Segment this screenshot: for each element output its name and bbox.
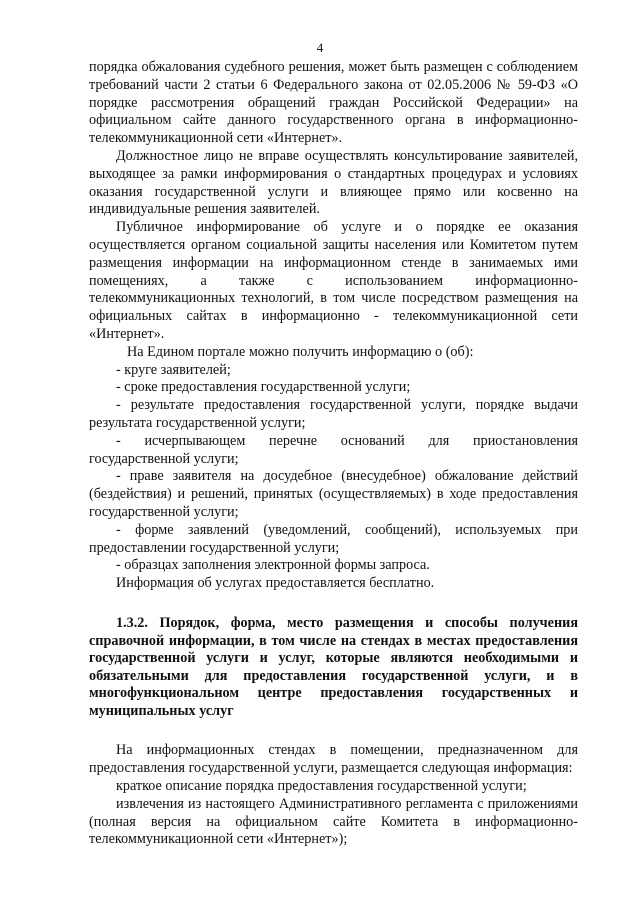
paragraph: На информационных стендах в помещении, предназначенном для предоставления государственной услуги, размещается следующая информация: <box>89 742 578 777</box>
list-item: - форме заявлений (уведомлений, сообщений), используемых при предоставлении государственной услуги; <box>89 521 578 556</box>
paragraph: На Едином портале можно получить информацию о (об): <box>127 343 474 360</box>
paragraph: краткое описание порядка предоставления государственной услуги; <box>116 778 527 795</box>
document-body <box>89 59 578 849</box>
list-item: - исчерпывающем перечне оснований для приостановления государственной услуги; <box>89 432 578 467</box>
list-item: - образцах заполнения электронной формы запроса. <box>116 557 430 574</box>
paragraph: Должностное лицо не вправе осуществлять консультирование заявителей, выходящее за рамки информирования о стандартных процедурах и условиях оказания государственной услуги и влияющее прямо или косвенно на индивидуальные решения заявителей. <box>89 147 578 218</box>
list-item: - круге заявителей; <box>116 361 231 378</box>
list-item: - результате предоставления государственной услуги, порядке выдачи результата государственной услуги; <box>89 397 578 431</box>
paragraph: порядка обжалования судебного решения, может быть размещен с соблюдением требований части 2 статьи 6 Федерального закона от 02.05.2006 № 59-ФЗ «О порядке рассмотрения обращений граждан Российской Федерации» на официальном сайте данного государственного органа в информационно-телекоммуникационной сети «Интернет». <box>89 59 578 147</box>
free-note: Информация об услугах предоставляется бесплатно. <box>116 575 435 592</box>
section-heading: 1.3.2. Порядок, форма, место размещения и способы получения справочной информации, в том числе на стендах в местах предоставления государственной услуги и услуг, которые являются необходимыми и обязательными для предоставления государственной услуги, и в многофункциональном центре предоставления государственных и муниципальных услуг <box>89 614 578 719</box>
paragraph: Публичное информирование об услуге и о порядке ее оказания осуществляется органом социальной защиты населения или Комитетом путем размещения информации на информационном стенде в занимаемых ими помещениях, а также с использованием информационно-телекоммуникационных технологий, в том числе посредством размещения на официальных сайтах в информационно - телекоммуникационной сети «Интернет». <box>89 219 578 342</box>
page-number: 4 <box>316 40 324 55</box>
paragraph: извлечения из настоящего Административного регламента с приложениями (полная версия на официальном сайте Комитета в информационно-телекоммуникационной сети «Интернет»); <box>89 795 578 848</box>
list-item: - сроке предоставления государственной услуги; <box>116 379 411 396</box>
list-item: - праве заявителя на досудебное (внесудебное) обжалование действий (бездействия) и решений, принятых (осуществляемых) в ходе предоставления государственной услуги; <box>89 468 578 520</box>
